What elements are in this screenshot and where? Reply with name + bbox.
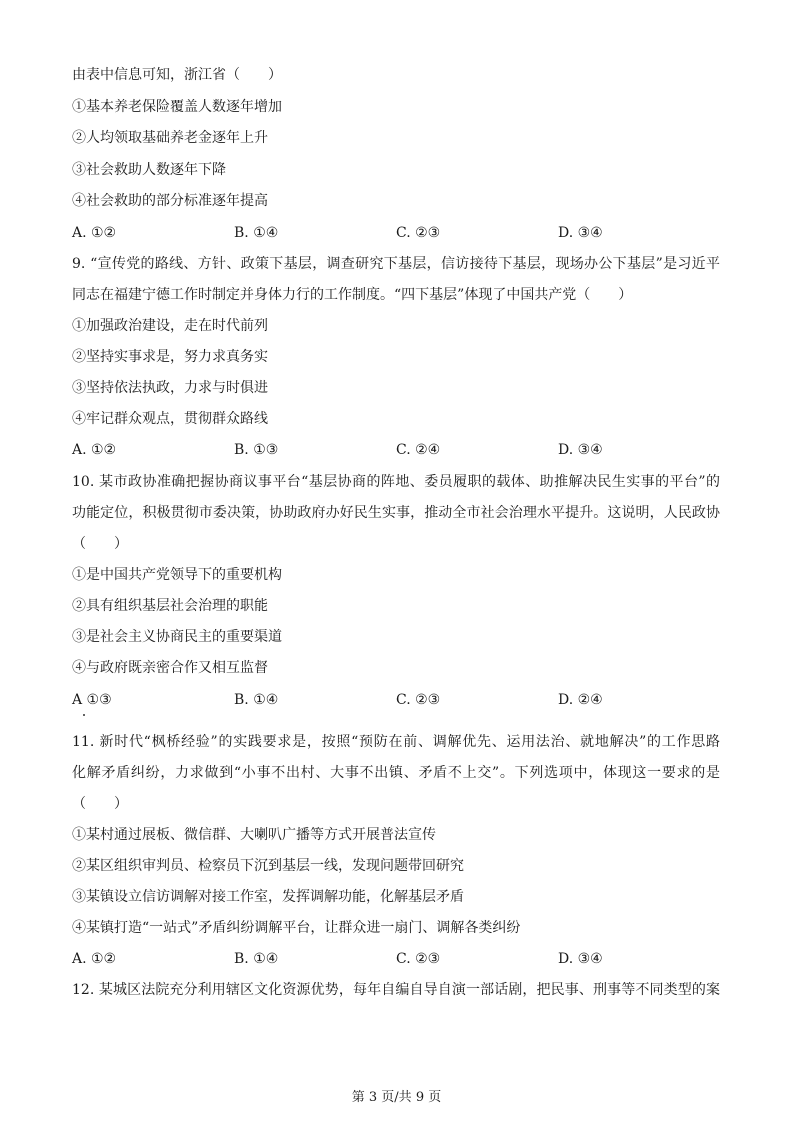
q10-options	[72, 691, 632, 709]
q9-option-b: B. ①③	[234, 442, 279, 458]
q10-item-3: ③是社会主义协商民主的重要渠道	[72, 629, 282, 645]
q11-item-2: ②某区组织审判员、检察员下沉到基层一线，发现问题带回研究	[72, 858, 464, 874]
q9-stem-line-2: 同志在福建宁德工作时制定并身体力行的工作制度。“四下基层”体现了中国共产党（ ）	[72, 287, 633, 303]
q9-item-1: ①加强政治建设，走在时代前列	[72, 318, 268, 334]
q10-stem-line-1: 10. 某市政协准确把握协商议事平台“基层协商的阵地、委员履职的载体、助推解决民生实事的平台”的	[72, 474, 720, 490]
q8-item-4: ④社会救助的部分标准逐年提高	[72, 193, 268, 209]
q9-option-a: A. ①②	[72, 442, 117, 458]
q11-stem-line-2: 化解矛盾纠纷，力求做到“小事不出村、大事不出镇、矛盾不上交”。下列选项中，体现这一要求的是	[72, 765, 720, 781]
q10-item-4: ④与政府既亲密合作又相互监督	[72, 660, 268, 676]
q8-option-b: B. ①④	[234, 225, 279, 241]
q11-option-c: C. ②③	[396, 951, 441, 967]
q8-stem: 由表中信息可知，浙江省（ ）	[72, 67, 282, 83]
q10-stem-line-3: （ ）	[72, 536, 128, 552]
q11-option-d: D. ③④	[558, 951, 603, 967]
q8-item-2: ②人均领取基础养老金逐年上升	[72, 130, 268, 146]
q11-stem-line-1: 11. 新时代“枫桥经验”的实践要求是，按照“预防在前、调解优先、运用法治、就地解决”的工作思路	[72, 734, 720, 750]
q9-option-d: D. ③④	[558, 442, 603, 458]
q9-item-2: ②坚持实事求是，努力求真务实	[72, 349, 268, 365]
q11-stem-line-3: （ ）	[72, 796, 128, 812]
stray-dot-mark	[83, 714, 85, 716]
q9-item-3: ③坚持依法执政，力求与时俱进	[72, 380, 268, 396]
q8-options	[72, 224, 632, 242]
q8-option-a: A. ①②	[72, 225, 117, 241]
q9-item-4: ④牢记群众观点，贯彻群众路线	[72, 411, 268, 427]
q10-option-b: B. ①④	[234, 692, 279, 708]
page-footer: 第 3 页/共 9 页	[351, 1090, 442, 1105]
q8-item-3: ③社会救助人数逐年下降	[72, 162, 226, 178]
q8-option-c: C. ②③	[396, 225, 441, 241]
q9-options	[72, 441, 632, 459]
q11-item-4: ④某镇打造“一站式”矛盾纠纷调解平台，让群众进一扇门、调解各类纠纷	[72, 920, 521, 936]
q10-option-c: C. ②③	[396, 692, 441, 708]
q9-stem-line-1: 9. “宣传党的路线、方针、政策下基层，调查研究下基层，信访接待下基层，现场办公下基层”是习近平	[72, 256, 720, 272]
q9-option-c: C. ②④	[396, 442, 441, 458]
q10-option-d: D. ②④	[558, 692, 603, 708]
q11-option-b: B. ①④	[234, 951, 279, 967]
q12-stem-line-1: 12. 某城区法院充分利用辖区文化资源优势，每年自编自导自演一部话剧，把民事、刑事等不同类型的案	[72, 982, 720, 998]
q11-item-3: ③某镇设立信访调解对接工作室，发挥调解功能，化解基层矛盾	[72, 889, 464, 905]
q8-option-d: D. ③④	[558, 225, 603, 241]
q11-options	[72, 950, 632, 968]
q10-option-a: A ①③	[72, 692, 112, 708]
q11-option-a: A. ①②	[72, 951, 117, 967]
q11-item-1: ①某村通过展板、微信群、大喇叭广播等方式开展普法宣传	[72, 827, 436, 843]
q10-item-1: ①是中国共产党领导下的重要机构	[72, 567, 282, 583]
q8-item-1: ①基本养老保险覆盖人数逐年增加	[72, 99, 282, 115]
q10-item-2: ②具有组织基层社会治理的职能	[72, 598, 268, 614]
q10-stem-line-2: 功能定位，积极贯彻市委决策，协助政府办好民生实事，推动全市社会治理水平提升。这说明，人民政协	[72, 505, 720, 521]
